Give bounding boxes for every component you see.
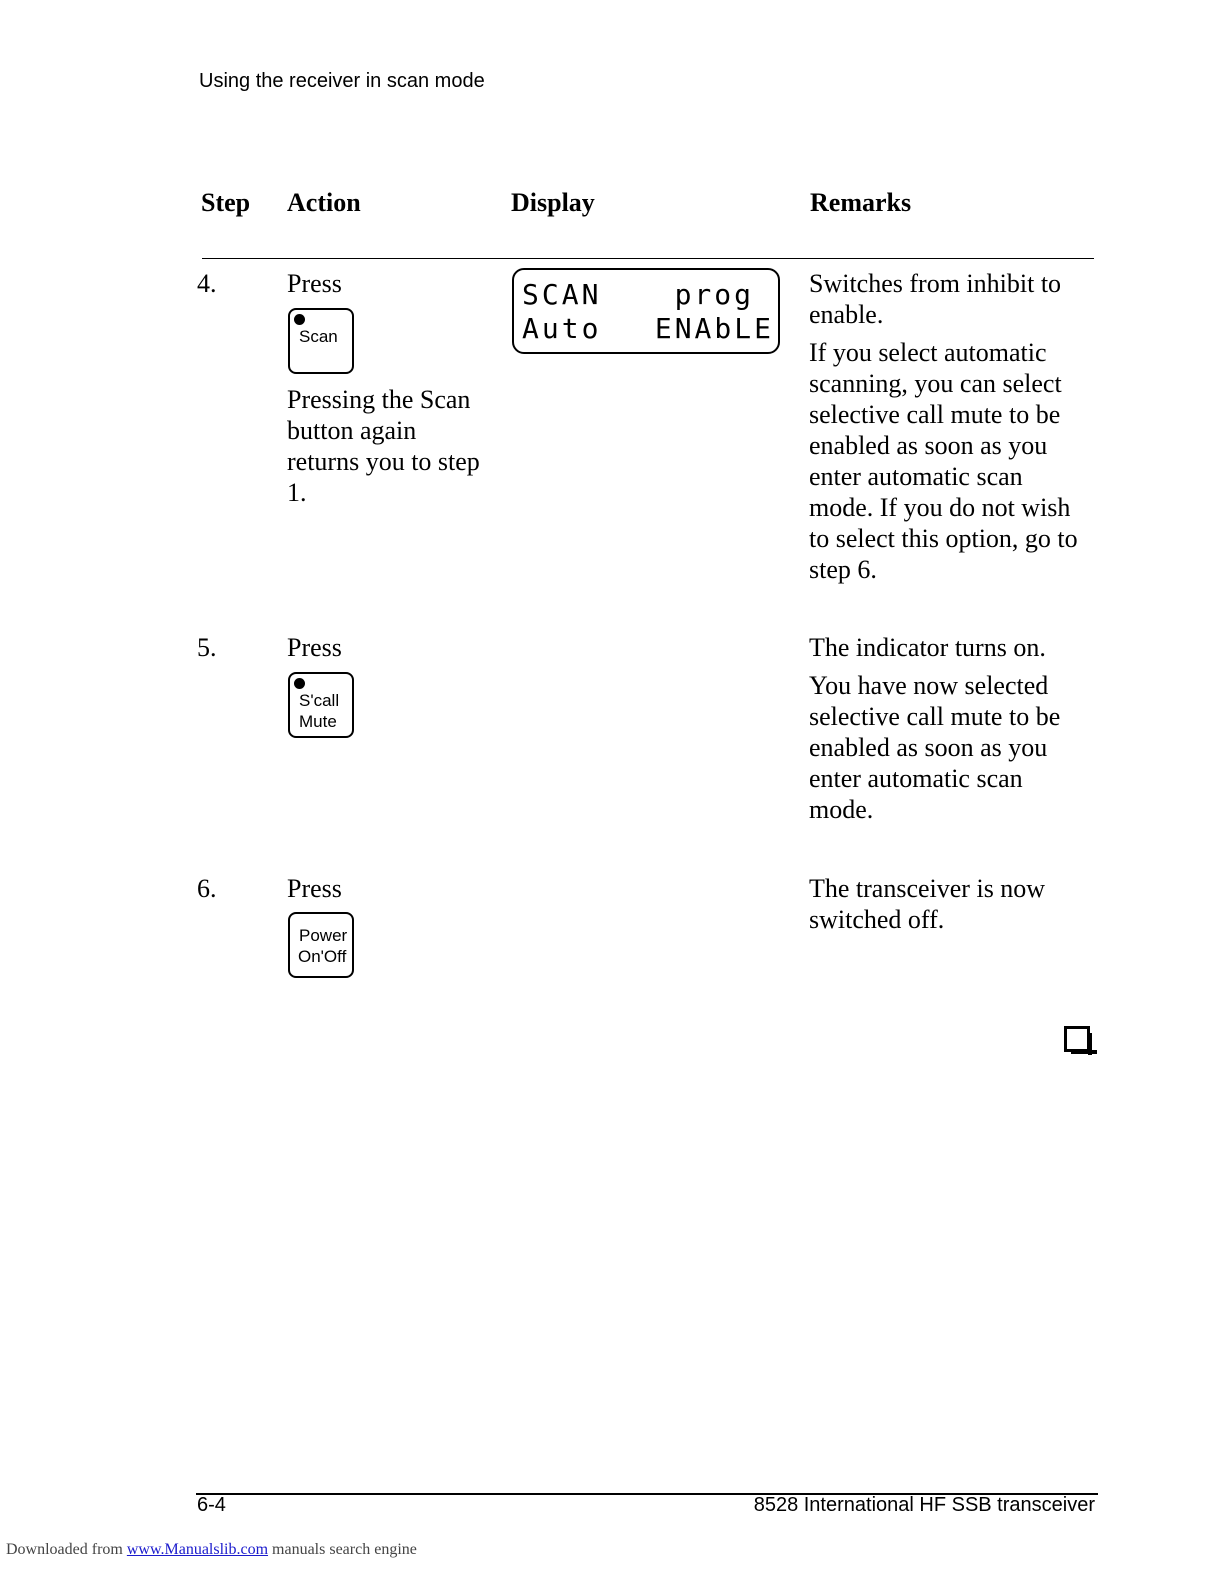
step-number: 5. — [197, 633, 217, 662]
lcd-display — [512, 268, 780, 354]
column-header-remarks: Remarks — [810, 188, 912, 217]
step-number: 6. — [197, 874, 217, 903]
key-label: Scan — [299, 327, 338, 346]
remark-text: You have now selected selective call mute to be enabled as soon as you enter automatic scan mode. — [809, 671, 1061, 824]
column-header-display: Display — [511, 188, 595, 217]
column-header-action: Action — [287, 188, 361, 217]
end-of-section-icon — [1064, 1026, 1090, 1052]
column-header-step: Step — [201, 188, 251, 217]
press-label: Press — [287, 874, 342, 903]
key-label-line1: S'call — [299, 691, 340, 710]
key-label-line2: On'Off — [298, 947, 347, 966]
running-title: Using the receiver in scan mode — [199, 70, 485, 92]
key-label-line2: Mute — [299, 712, 337, 731]
press-label: Press — [287, 633, 342, 662]
lcd-line1-right: prog — [674, 278, 754, 311]
key-label-line1: Power — [299, 926, 348, 945]
press-label: Press — [287, 269, 342, 298]
download-credit: Downloaded from www.Manualslib.com manuals search engine — [6, 1541, 417, 1558]
scan-key — [288, 308, 354, 374]
remark-text: The transceiver is now switched off. — [809, 874, 1046, 934]
page-number: 6-4 — [197, 1494, 226, 1516]
indicator-led-icon — [294, 678, 305, 689]
manualslib-link[interactable]: www.Manualslib.com — [126, 1541, 269, 1558]
remark-text: The indicator turns on. — [809, 633, 1046, 662]
remark-text: Switches from inhibit to enable. — [809, 269, 1062, 329]
remark-text: If you select automatic scanning, you can select selective call mute to be enabled as soon as you enter automatic scan mode. If you do not wish to select this option, go to step 6. — [809, 338, 1078, 584]
lcd-line1-left: SCAN — [522, 278, 602, 311]
indicator-led-icon — [294, 314, 305, 325]
step-number: 4. — [197, 269, 217, 298]
header-rule — [202, 258, 1094, 259]
scall-mute-key — [288, 672, 354, 738]
power-onoff-key — [288, 912, 354, 978]
lcd-line2-left: Auto — [522, 312, 602, 345]
action-note: Pressing the Scan button again returns you to step 1. — [287, 385, 480, 507]
product-name: 8528 International HF SSB transceiver — [753, 1494, 1095, 1516]
lcd-line2-right: ENAbLE — [654, 312, 774, 345]
